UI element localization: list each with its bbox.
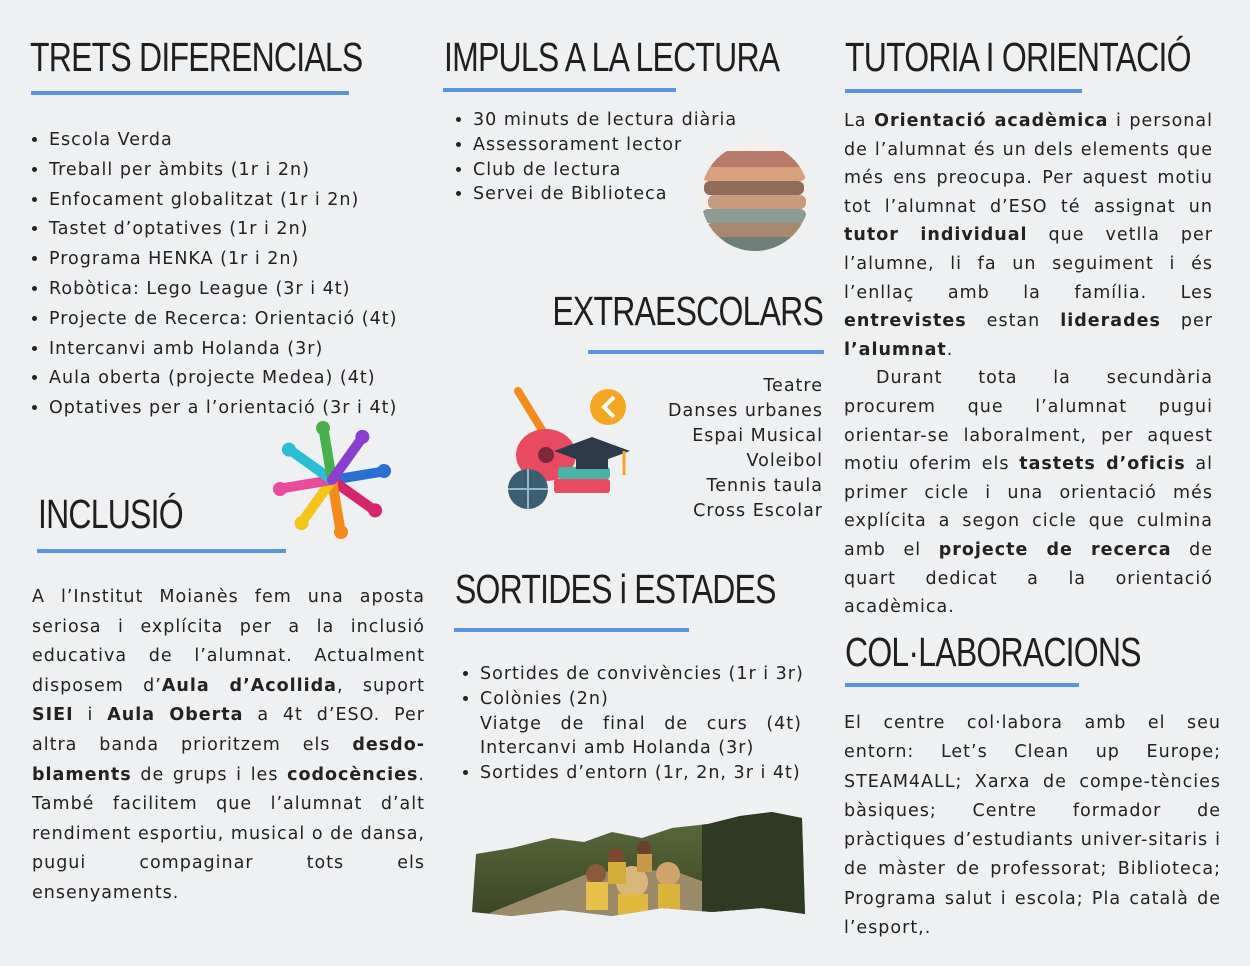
extra-title: EXTRAESCOLARS <box>552 288 823 334</box>
list-item: • Treball per àmbits (1r i 2n) <box>49 156 397 186</box>
extra-item: Espai Musical <box>692 426 823 446</box>
tutoria-title: TUTORIA I ORIENTACIÓ <box>845 34 1191 80</box>
list-item: • Optatives per a l’orientació (3r i 4t) <box>49 394 397 424</box>
extra-item: Tennis taula <box>706 476 823 496</box>
inclusio-title: INCLUSIÓ <box>38 491 183 537</box>
inclusio-text: A l’Institut Moianès fem una aposta seriosa i explícita per a la inclusió educativa de l’alumnat. Actualment disposem d’Aula d’Acollida, suport SIEI i Aula Oberta a 4t d’ESO. Per altra banda prioritzem els desdo-blaments de grups i les codocències. També facilitem que l’alumnat d’alt rendiment esportiu, musical o de dansa, pugui compaginar tots els ensenyaments. <box>32 587 425 903</box>
list-item: • Sortides de convivències (1r i 3r) <box>480 662 804 687</box>
list-item: • Projecte de Recerca: Orientació (4t) <box>49 305 397 335</box>
sortides-underline <box>454 628 689 632</box>
list-item: • Servei de Biblioteca <box>473 182 737 207</box>
tutoria-underline <box>845 89 1082 93</box>
list-item: • Assessorament lector <box>473 133 737 158</box>
collab-underline <box>845 683 1079 687</box>
list-item: • Programa HENKA (1r i 2n) <box>49 245 397 275</box>
list-item: • Robòtica: Lego League (3r i 4t) <box>49 275 397 305</box>
music-sports-icon <box>502 383 634 511</box>
list-item: • Aula oberta (projecte Medea) (4t) <box>49 364 397 394</box>
hikers-photo <box>472 812 805 920</box>
trets-underline <box>31 91 349 95</box>
lectura-title: IMPULS A LA LECTURA <box>444 34 780 80</box>
list-item: • Colònies (2n) <box>480 687 804 712</box>
tutoria-paragraph-1: La Orientació acadèmica i personal de l’alumnat és un dels elements que més ens preocupa. Per aquest motiu tot l’alumnat d’ESO té assignat un tutor individual que vetlla per l’alumne, li fa un seguiment i és l’enllaç amb la família. Les entrevistes estan liderades per l’alumnat. <box>844 111 1214 360</box>
extra-item: Teatre <box>763 376 823 396</box>
list-item: • Enfocament globalitzat (1r i 2n) <box>49 186 397 216</box>
tutoria-text <box>844 107 1213 622</box>
list-item: • 30 minuts de lectura diària <box>473 108 737 133</box>
inclusion-hands-icon <box>262 420 402 540</box>
list-subitem: Intercanvi amb Holanda (3r) <box>480 738 755 759</box>
trets-list <box>21 126 397 424</box>
list-item: • Club de lectura <box>473 158 737 183</box>
list-item: • Tastet d’optatives (1r i 2n) <box>49 215 397 245</box>
extra-item: Danses urbanes <box>668 401 823 421</box>
extra-item: Voleibol <box>746 451 823 471</box>
lectura-list <box>445 108 737 207</box>
sortides-title: SORTIDES i ESTADES <box>455 566 776 612</box>
tutoria-paragraph-2: Durant tota la secundària procurem que l’alumnat pugui orientar-se laboralment, per aquest motiu oferim els tastets d’oficis al primer cicle i una orientació més explícita a segon cicle que culmina amb el projecte de recerca de quart dedicat a la orientació acadèmica. <box>844 368 1213 618</box>
extra-list <box>668 374 823 524</box>
collab-title: COL·LABORACIONS <box>845 629 1141 675</box>
list-item-text: Viatge de final de curs (4t) <box>480 713 802 734</box>
sortides-list <box>452 662 804 786</box>
inclusio-underline <box>37 549 286 553</box>
list-item: • Escola Verda <box>49 126 397 156</box>
collab-text: El centre col·labora amb el seu entorn: Let’s Clean up Europe; STEAM4ALL; Xarxa de compe-tències bàsiques; Centre formador de pràctiques d’estudiants univer-sitaris i de màster de professorat; Biblioteca; Programa salut i escola; Pla català de l’esport,. <box>844 713 1221 939</box>
list-item <box>480 712 802 737</box>
lectura-underline <box>443 88 676 92</box>
trets-title: TRETS DIFERENCIALS <box>30 34 363 80</box>
extra-item: Cross Escolar <box>693 501 823 521</box>
books-image <box>700 141 810 253</box>
list-item: • Intercanvi amb Holanda (3r) <box>49 335 397 365</box>
extra-underline <box>588 350 824 354</box>
list-item: • Sortides d’entorn (1r, 2n, 3r i 4t) <box>480 761 804 786</box>
